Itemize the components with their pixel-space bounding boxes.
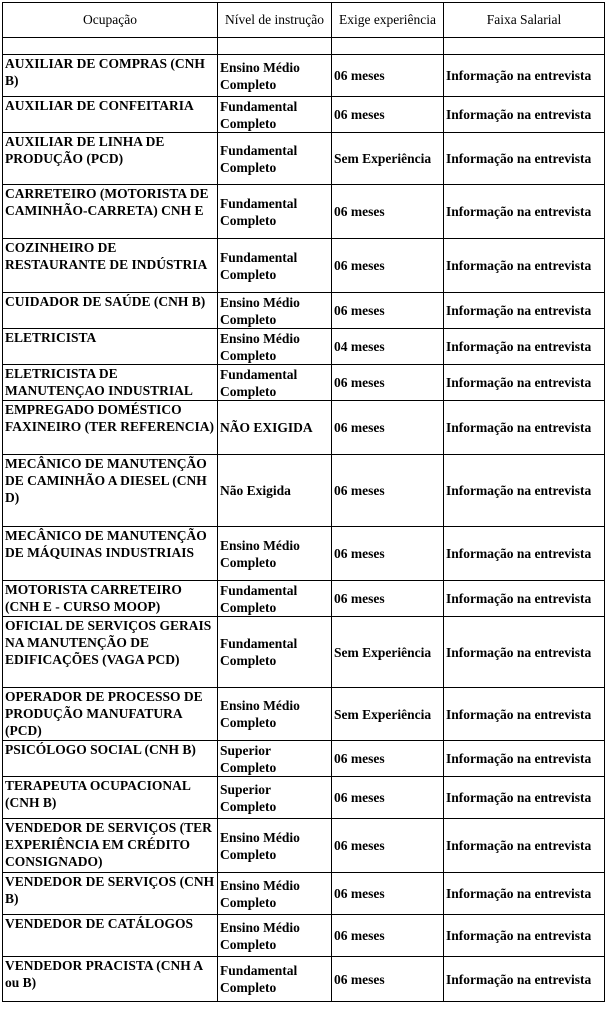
occupation-cell: OPERADOR DE PROCESSO DE PRODUÇÃO MANUFATURA (PCD) (3, 688, 218, 741)
experience-cell: 06 meses (332, 777, 444, 819)
table-row (3, 581, 605, 617)
experience-cell: 06 meses (332, 581, 444, 617)
salary-cell: Informação na entrevista (444, 741, 605, 777)
occupation-cell: CARRETEIRO (MOTORISTA DE CAMINHÃO-CARRETA) CNH E (3, 185, 218, 239)
header-occupation: Ocupação (3, 3, 218, 38)
salary-cell: Informação na entrevista (444, 777, 605, 819)
salary-cell: Informação na entrevista (444, 957, 605, 1002)
experience-cell: 06 meses (332, 55, 444, 97)
table-row (3, 915, 605, 957)
experience-cell: 06 meses (332, 401, 444, 455)
experience-cell: 06 meses (332, 957, 444, 1002)
job-openings-table (2, 2, 605, 1002)
table-row (3, 957, 605, 1002)
table-row (3, 688, 605, 741)
occupation-cell: MECÂNICO DE MANUTENÇÃO DE CAMINHÃO A DIESEL (CNH D) (3, 455, 218, 527)
occupation-cell: AUXILIAR DE COMPRAS (CNH B) (3, 55, 218, 97)
occupation-cell: AUXILIAR DE CONFEITARIA (3, 97, 218, 133)
occupation-cell: AUXILIAR DE LINHA DE PRODUÇÃO (PCD) (3, 133, 218, 185)
education-cell: Fundamental Completo (218, 365, 332, 401)
occupation-cell: EMPREGADO DOMÉSTICO FAXINEIRO (TER REFERENCIA) (3, 401, 218, 455)
salary-cell: Informação na entrevista (444, 401, 605, 455)
table-row (3, 455, 605, 527)
experience-cell: 06 meses (332, 819, 444, 873)
salary-cell: Informação na entrevista (444, 873, 605, 915)
salary-cell: Informação na entrevista (444, 185, 605, 239)
header-education: Nível de instrução (218, 3, 332, 38)
table-row (3, 239, 605, 293)
table-row (3, 185, 605, 239)
salary-cell: Informação na entrevista (444, 293, 605, 329)
table-row (3, 55, 605, 97)
education-cell: Fundamental Completo (218, 581, 332, 617)
occupation-cell: ELETRICISTA DE MANUTENÇAO INDUSTRIAL (3, 365, 218, 401)
experience-cell: 06 meses (332, 915, 444, 957)
table-row (3, 777, 605, 819)
education-cell: Fundamental Completo (218, 185, 332, 239)
experience-cell: Sem Experiência (332, 617, 444, 688)
salary-cell: Informação na entrevista (444, 527, 605, 581)
education-cell: Fundamental Completo (218, 239, 332, 293)
occupation-cell: MECÂNICO DE MANUTENÇÃO DE MÁQUINAS INDUSTRIAIS (3, 527, 218, 581)
experience-cell: 06 meses (332, 293, 444, 329)
occupation-cell: VENDEDOR DE SERVIÇOS (TER EXPERIÊNCIA EM CRÉDITO CONSIGNADO) (3, 819, 218, 873)
salary-cell: Informação na entrevista (444, 365, 605, 401)
salary-cell: Informação na entrevista (444, 819, 605, 873)
table-row (3, 527, 605, 581)
occupation-cell: CUIDADOR DE SAÚDE (CNH B) (3, 293, 218, 329)
occupation-cell: MOTORISTA CARRETEIRO (CNH E - CURSO MOOP) (3, 581, 218, 617)
salary-cell: Informação na entrevista (444, 239, 605, 293)
education-cell: Ensino Médio Completo (218, 293, 332, 329)
salary-cell: Informação na entrevista (444, 329, 605, 365)
salary-cell: Informação na entrevista (444, 915, 605, 957)
header-experience: Exige experiência (332, 3, 444, 38)
table-row (3, 133, 605, 185)
salary-cell: Informação na entrevista (444, 581, 605, 617)
education-cell: Fundamental Completo (218, 957, 332, 1002)
table-row (3, 819, 605, 873)
education-cell: Fundamental Completo (218, 617, 332, 688)
table-row (3, 329, 605, 365)
experience-cell: 06 meses (332, 741, 444, 777)
occupation-cell: TERAPEUTA OCUPACIONAL (CNH B) (3, 777, 218, 819)
education-cell: Superior Completo (218, 777, 332, 819)
table-row (3, 617, 605, 688)
table-row (3, 873, 605, 915)
occupation-cell: VENDEDOR PRACISTA (CNH A ou B) (3, 957, 218, 1002)
experience-cell: 06 meses (332, 239, 444, 293)
header-row (3, 3, 605, 38)
experience-cell: Sem Experiência (332, 133, 444, 185)
education-cell: Ensino Médio Completo (218, 329, 332, 365)
education-cell: Ensino Médio Completo (218, 873, 332, 915)
header-salary: Faixa Salarial (444, 3, 605, 38)
empty-cell (3, 38, 218, 55)
occupation-cell: VENDEDOR DE CATÁLOGOS (3, 915, 218, 957)
table-row (3, 293, 605, 329)
table-row (3, 741, 605, 777)
empty-cell (218, 38, 332, 55)
education-cell: Ensino Médio Completo (218, 55, 332, 97)
experience-cell: 06 meses (332, 873, 444, 915)
experience-cell: 06 meses (332, 527, 444, 581)
education-cell: Ensino Médio Completo (218, 819, 332, 873)
salary-cell: Informação na entrevista (444, 133, 605, 185)
salary-cell: Informação na entrevista (444, 688, 605, 741)
education-cell: NÃO EXIGIDA (218, 401, 332, 455)
table-row (3, 97, 605, 133)
education-cell: Fundamental Completo (218, 97, 332, 133)
empty-cell (444, 38, 605, 55)
education-cell: Superior Completo (218, 741, 332, 777)
experience-cell: 04 meses (332, 329, 444, 365)
education-cell: Fundamental Completo (218, 133, 332, 185)
empty-cell (332, 38, 444, 55)
experience-cell: 06 meses (332, 185, 444, 239)
occupation-cell: COZINHEIRO DE RESTAURANTE DE INDÚSTRIA (3, 239, 218, 293)
occupation-cell: OFICIAL DE SERVIÇOS GERAIS NA MANUTENÇÃO DE EDIFICAÇÕES (VAGA PCD) (3, 617, 218, 688)
empty-row (3, 38, 605, 55)
experience-cell: Sem Experiência (332, 688, 444, 741)
education-cell: Ensino Médio Completo (218, 688, 332, 741)
occupation-cell: PSICÓLOGO SOCIAL (CNH B) (3, 741, 218, 777)
education-cell: Não Exigida (218, 455, 332, 527)
education-cell: Ensino Médio Completo (218, 527, 332, 581)
salary-cell: Informação na entrevista (444, 55, 605, 97)
education-cell: Ensino Médio Completo (218, 915, 332, 957)
salary-cell: Informação na entrevista (444, 97, 605, 133)
experience-cell: 06 meses (332, 97, 444, 133)
experience-cell: 06 meses (332, 365, 444, 401)
occupation-cell: VENDEDOR DE SERVIÇOS (CNH B) (3, 873, 218, 915)
salary-cell: Informação na entrevista (444, 455, 605, 527)
experience-cell: 06 meses (332, 455, 444, 527)
table-row (3, 401, 605, 455)
salary-cell: Informação na entrevista (444, 617, 605, 688)
occupation-cell: ELETRICISTA (3, 329, 218, 365)
table-row (3, 365, 605, 401)
